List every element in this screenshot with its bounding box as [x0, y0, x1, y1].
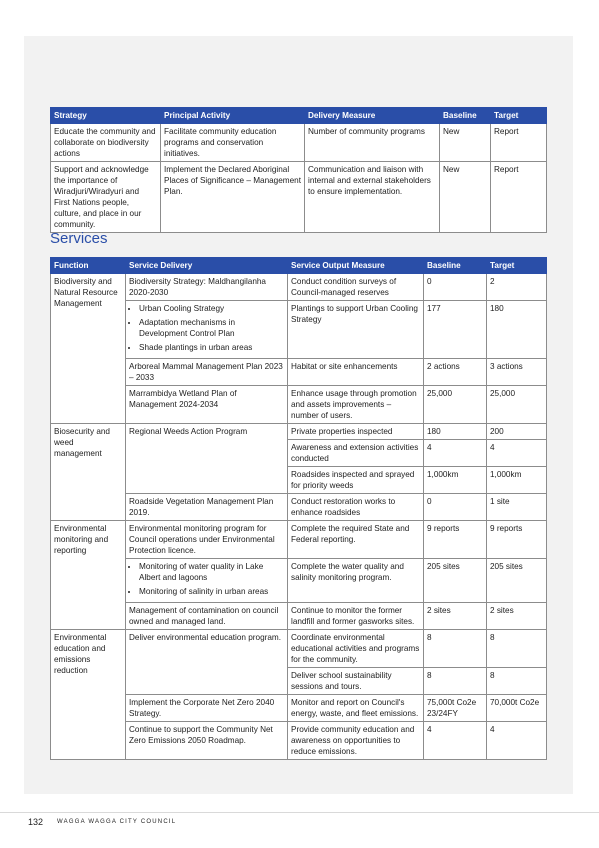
- target-cell: 4: [487, 440, 547, 467]
- column-header: Target: [491, 108, 547, 124]
- table-cell: Facilitate community education programs and conservation initiatives.: [161, 124, 305, 162]
- measure-cell: Monitor and report on Council's energy, waste, and fleet emissions.: [288, 695, 424, 722]
- column-header: Baseline: [440, 108, 491, 124]
- target-cell: 200: [487, 424, 547, 440]
- baseline-cell: 2 actions: [424, 359, 487, 386]
- baseline-cell: 8: [424, 668, 487, 695]
- list-item: • Shade plantings in urban areas: [139, 342, 284, 353]
- column-header: Target: [487, 258, 547, 274]
- table-row: [51, 722, 547, 760]
- table-cell: New: [440, 162, 491, 233]
- service-cell: Biodiversity Strategy: Maldhangilanha 2020-2030: [126, 274, 288, 301]
- table-row: [51, 695, 547, 722]
- table-cell: Communication and liaison with internal and external stakeholders to ensure implementation.: [305, 162, 440, 233]
- column-header: Principal Activity: [161, 108, 305, 124]
- measure-cell: Habitat or site enhancements: [288, 359, 424, 386]
- service-list: [129, 303, 284, 353]
- table-cell: Report: [491, 162, 547, 233]
- list-item: • Monitoring of salinity in urban areas: [139, 586, 284, 597]
- section-heading: Services: [50, 230, 108, 247]
- target-cell: 2: [487, 274, 547, 301]
- strategy-table: [50, 107, 547, 233]
- measure-cell: Enhance usage through promotion and assets improvements – number of users.: [288, 386, 424, 424]
- measure-cell: Awareness and extension activities conducted: [288, 440, 424, 467]
- column-header: Service Delivery: [126, 258, 288, 274]
- service-list: [129, 561, 284, 597]
- table-row: [51, 274, 547, 301]
- baseline-cell: 9 reports: [424, 521, 487, 559]
- table-cell: Implement the Declared Aboriginal Places of Significance – Management Plan.: [161, 162, 305, 233]
- target-cell: 8: [487, 630, 547, 668]
- service-cell: Continue to support the Community Net Zero Emissions 2050 Roadmap.: [126, 722, 288, 760]
- measure-cell: Continue to monitor the former landfill and former gasworks sites.: [288, 603, 424, 630]
- table-row: [51, 494, 547, 521]
- table-cell: Educate the community and collaborate on biodiversity actions: [51, 124, 161, 162]
- column-header: Function: [51, 258, 126, 274]
- function-cell: Environmental education and emissions reduction: [51, 630, 126, 760]
- target-cell: 4: [487, 722, 547, 760]
- footer-rule: [0, 812, 599, 813]
- table-row: [51, 162, 547, 233]
- baseline-cell: 0: [424, 494, 487, 521]
- table-row: [51, 359, 547, 386]
- function-cell: Environmental monitoring and reporting: [51, 521, 126, 630]
- table-row: [51, 124, 547, 162]
- target-cell: 2 sites: [487, 603, 547, 630]
- service-cell: Arboreal Mammal Management Plan 2023 – 2033: [126, 359, 288, 386]
- target-cell: 8: [487, 668, 547, 695]
- target-cell: 3 actions: [487, 359, 547, 386]
- baseline-cell: 0: [424, 274, 487, 301]
- table-cell: Report: [491, 124, 547, 162]
- table-row: [51, 424, 547, 440]
- column-header: Delivery Measure: [305, 108, 440, 124]
- baseline-cell: 75,000t Co2e 23/24FY: [424, 695, 487, 722]
- column-header: Strategy: [51, 108, 161, 124]
- table-cell: New: [440, 124, 491, 162]
- function-cell: Biosecurity and weed management: [51, 424, 126, 521]
- baseline-cell: 25,000: [424, 386, 487, 424]
- page-number: 132: [28, 817, 44, 827]
- target-cell: 1,000km: [487, 467, 547, 494]
- council-name: WAGGA WAGGA CITY COUNCIL: [57, 819, 177, 825]
- measure-cell: Conduct condition surveys of Council-managed reserves: [288, 274, 424, 301]
- measure-cell: Complete the water quality and salinity monitoring program.: [288, 559, 424, 603]
- measure-cell: Complete the required State and Federal reporting.: [288, 521, 424, 559]
- list-item: • Monitoring of water quality in Lake Albert and lagoons: [139, 561, 284, 583]
- baseline-cell: 180: [424, 424, 487, 440]
- service-cell: Marrambidya Wetland Plan of Management 2024-2034: [126, 386, 288, 424]
- service-cell: Management of contamination on council owned and managed land.: [126, 603, 288, 630]
- baseline-cell: 1,000km: [424, 467, 487, 494]
- list-item: • Adaptation mechanisms in Development Control Plan: [139, 317, 284, 339]
- table-header-row: [51, 258, 547, 274]
- service-cell: Regional Weeds Action Program: [126, 424, 288, 494]
- measure-cell: Private properties inspected: [288, 424, 424, 440]
- table-row: [51, 603, 547, 630]
- measure-cell: Roadsides inspected and sprayed for priority weeds: [288, 467, 424, 494]
- baseline-cell: 4: [424, 722, 487, 760]
- target-cell: 205 sites: [487, 559, 547, 603]
- list-item: • Urban Cooling Strategy: [139, 303, 284, 314]
- target-cell: 1 site: [487, 494, 547, 521]
- table-row: [51, 521, 547, 559]
- service-cell: Deliver environmental education program.: [126, 630, 288, 695]
- target-cell: 70,000t Co2e: [487, 695, 547, 722]
- measure-cell: Coordinate environmental educational activities and programs for the community.: [288, 630, 424, 668]
- baseline-cell: 205 sites: [424, 559, 487, 603]
- table-row: [51, 301, 547, 359]
- service-cell: [126, 559, 288, 603]
- service-cell: Environmental monitoring program for Council operations under Environmental Protection licence.: [126, 521, 288, 559]
- baseline-cell: 8: [424, 630, 487, 668]
- service-cell: Roadside Vegetation Management Plan 2019.: [126, 494, 288, 521]
- baseline-cell: 177: [424, 301, 487, 359]
- measure-cell: Conduct restoration works to enhance roadsides: [288, 494, 424, 521]
- service-cell: Implement the Corporate Net Zero 2040 Strategy.: [126, 695, 288, 722]
- baseline-cell: 2 sites: [424, 603, 487, 630]
- measure-cell: Plantings to support Urban Cooling Strategy: [288, 301, 424, 359]
- target-cell: 9 reports: [487, 521, 547, 559]
- column-header: Service Output Measure: [288, 258, 424, 274]
- column-header: Baseline: [424, 258, 487, 274]
- function-cell: Biodiversity and Natural Resource Management: [51, 274, 126, 424]
- measure-cell: Provide community education and awareness on opportunities to reduce emissions.: [288, 722, 424, 760]
- services-table: [50, 257, 547, 760]
- measure-cell: Deliver school sustainability sessions and tours.: [288, 668, 424, 695]
- target-cell: 180: [487, 301, 547, 359]
- table-cell: Number of community programs: [305, 124, 440, 162]
- table-row: [51, 630, 547, 668]
- table-row: [51, 386, 547, 424]
- table-row: [51, 559, 547, 603]
- target-cell: 25,000: [487, 386, 547, 424]
- table-header-row: [51, 108, 547, 124]
- baseline-cell: 4: [424, 440, 487, 467]
- service-cell: [126, 301, 288, 359]
- table-cell: Support and acknowledge the importance of Wiradjuri/Wiradyuri and First Nations people, culture, and place in our community.: [51, 162, 161, 233]
